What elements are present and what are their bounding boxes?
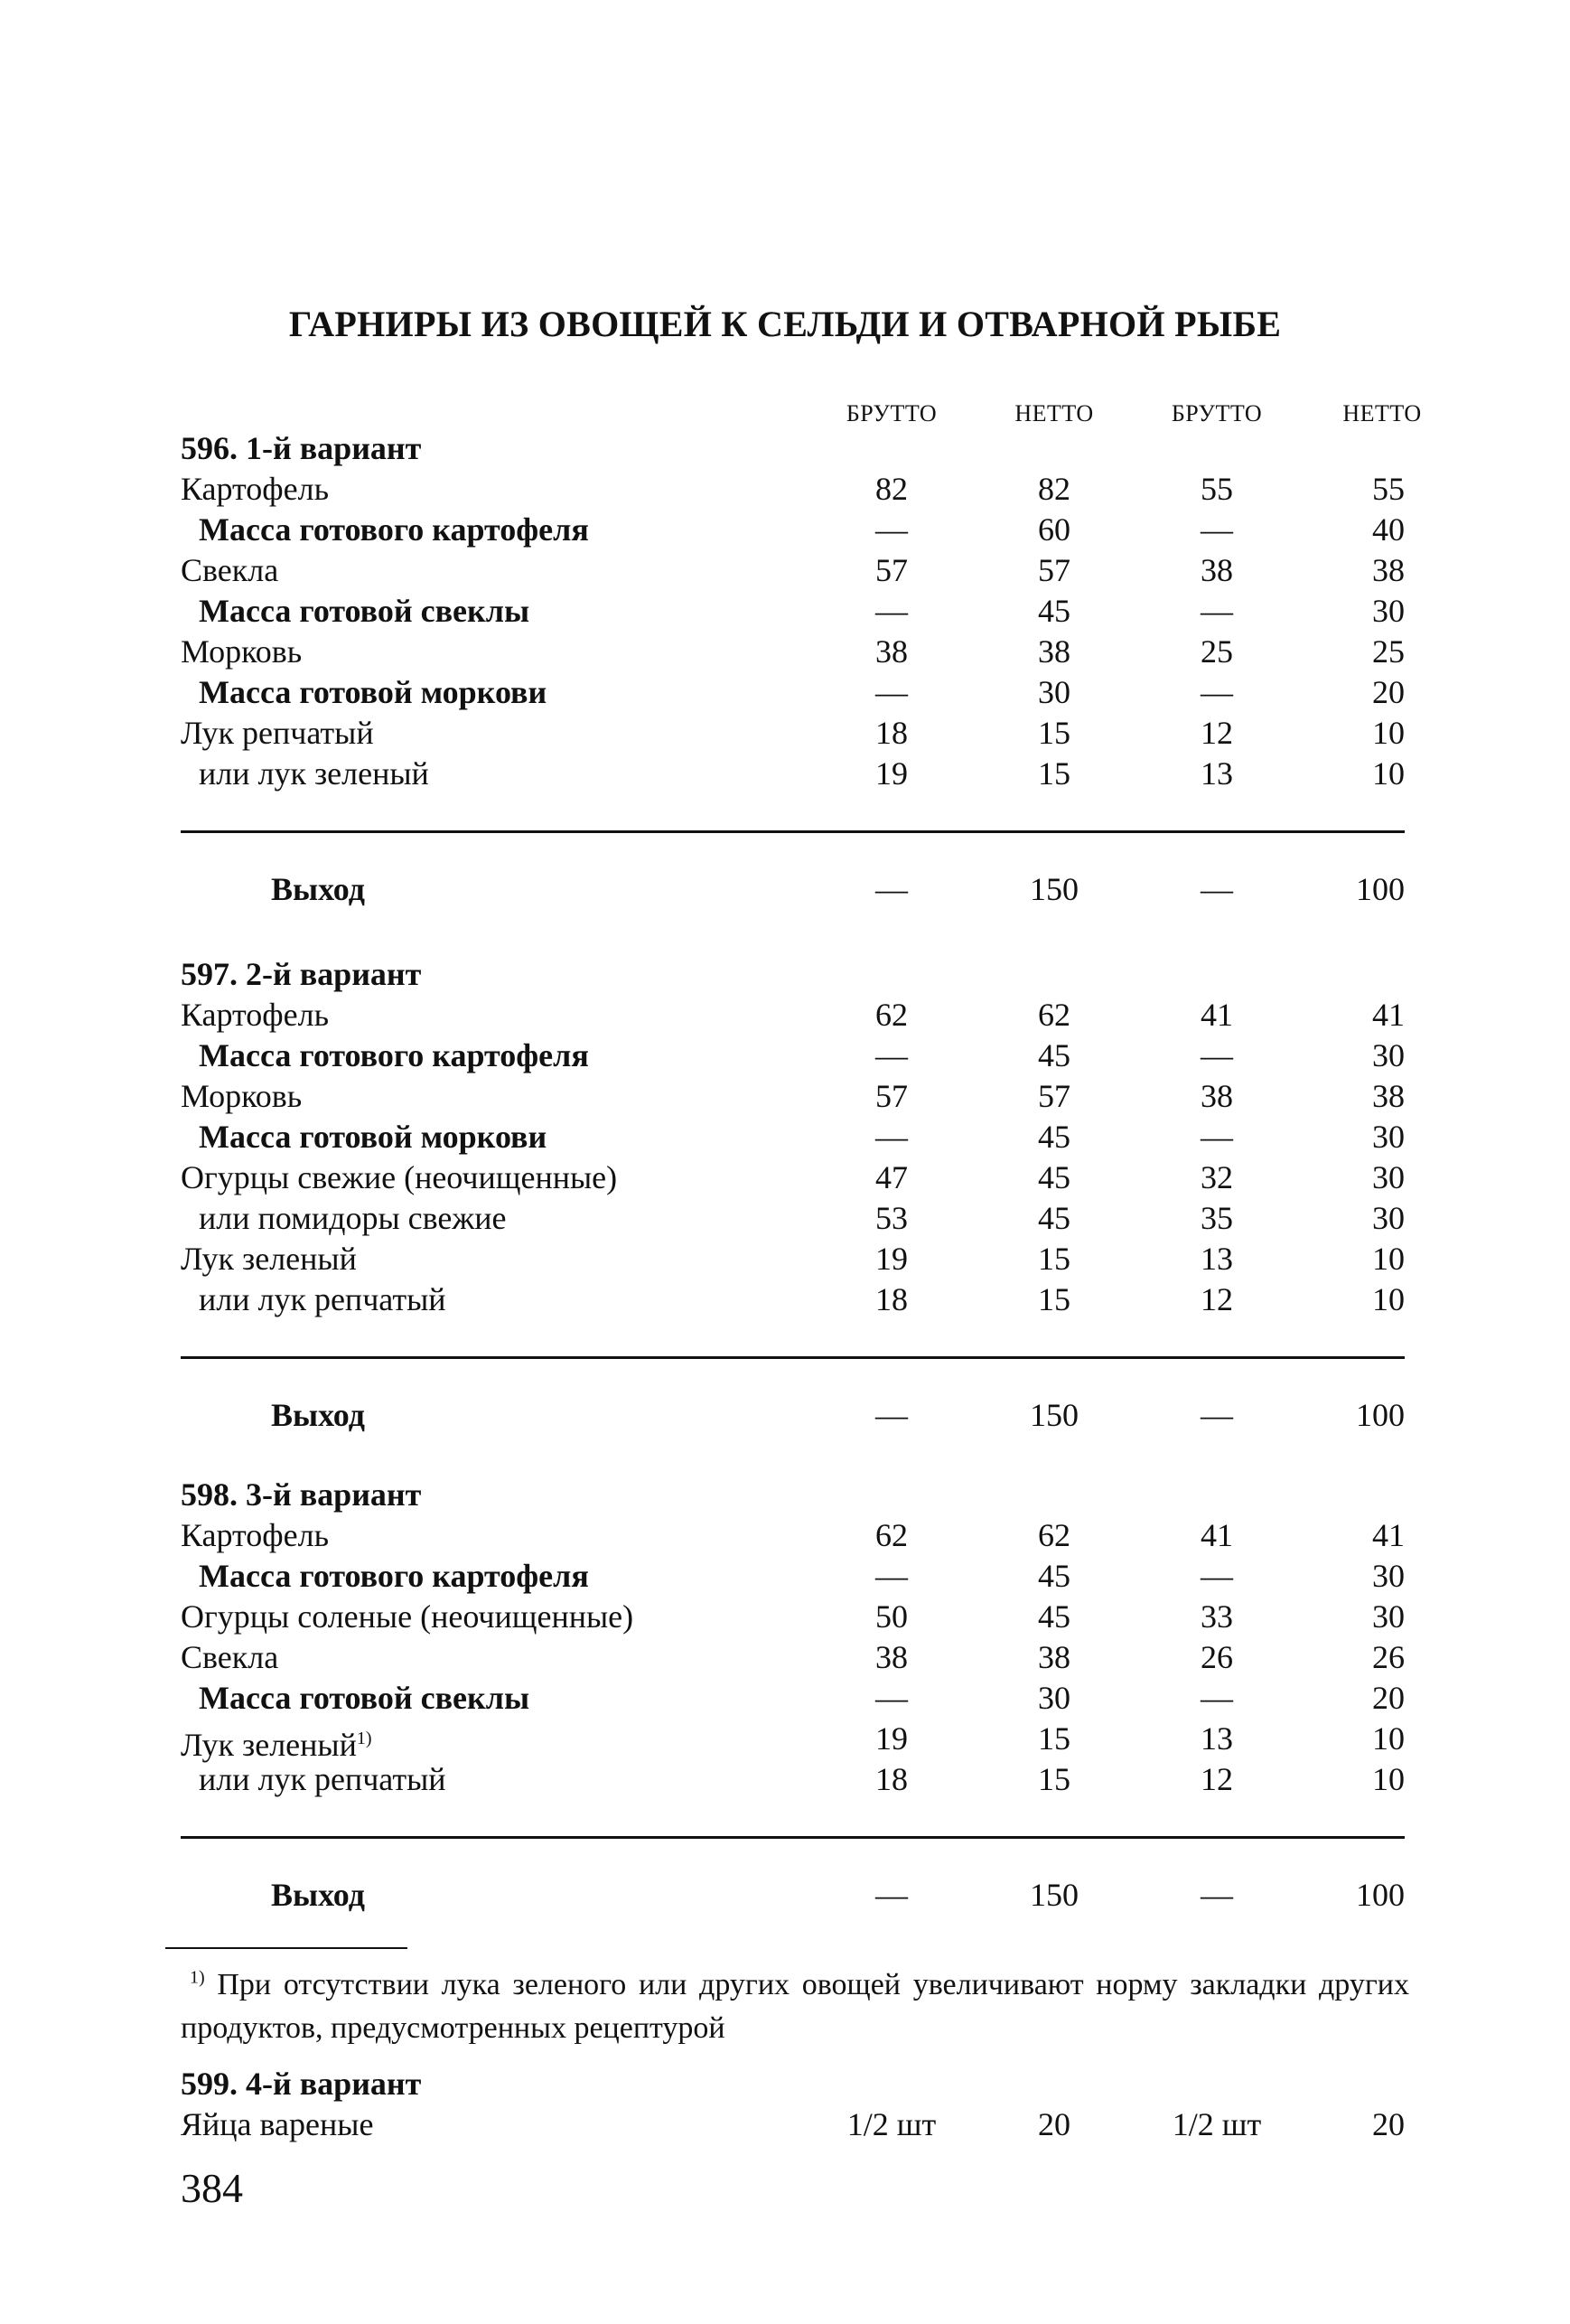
value-brutto-1: 50 — [875, 1598, 908, 1635]
value-netto-2: 10 — [1372, 1281, 1405, 1317]
value-netto-2: 30 — [1372, 593, 1405, 629]
value-netto-2: 30 — [1372, 1200, 1405, 1236]
value-brutto-2: 12 — [1201, 715, 1233, 751]
ingredient-row — [181, 1279, 1405, 1320]
value-brutto-1: 18 — [875, 715, 908, 751]
value-netto-1: 30 — [1038, 674, 1070, 710]
ingredient-name: Масса готовой свеклы — [199, 593, 530, 629]
value-netto-1: 15 — [1038, 1241, 1070, 1277]
ingredient-row — [181, 995, 1405, 1035]
value-brutto-2: — — [1201, 1037, 1233, 1073]
page-title: ГАРНИРЫ ИЗ ОВОЩЕЙ К СЕЛЬДИ И ОТВАРНОЙ РЫБЕ — [288, 304, 1282, 344]
value-brutto-1: — — [875, 674, 908, 710]
value-brutto-1: 57 — [875, 1078, 908, 1114]
value-brutto-1: 19 — [875, 1241, 908, 1277]
recipe-section-596 — [181, 427, 1405, 942]
value-brutto-2: — — [1201, 1119, 1233, 1155]
ingredient-name: Свекла — [181, 1639, 279, 1675]
value-brutto-2: 38 — [1201, 1078, 1233, 1114]
value-brutto-1: — — [875, 1680, 908, 1716]
value-brutto-2: — — [1201, 1397, 1233, 1433]
recipe-section-597 — [181, 953, 1405, 1467]
value-netto-2: 30 — [1372, 1598, 1405, 1635]
recipe-title: 598. 3-й вариант — [181, 1476, 422, 1513]
footnote-text: При отсутствии лука зеленого или других овощей увеличивают норму закладки других продуктов, предусмотренных рецептурой — [181, 1968, 1409, 2046]
ingredient-name: Морковь — [181, 633, 303, 670]
ingredient-name: Лук репчатый — [181, 715, 374, 751]
value-brutto-1: — — [875, 1119, 908, 1155]
ingredient-name: или помидоры свежие — [199, 1200, 507, 1236]
footnote — [181, 1956, 1409, 2050]
col-header-brutto-1: БРУТТО — [846, 400, 938, 426]
ingredient-name: Масса готового картофеля — [199, 1558, 589, 1594]
output-row — [181, 1875, 1405, 1947]
value-brutto-2: 32 — [1201, 1159, 1233, 1195]
value-netto-2: 30 — [1372, 1037, 1405, 1073]
ingredient-name: Огурцы свежие (неочищенные) — [181, 1159, 618, 1195]
value-netto-1: 62 — [1038, 997, 1070, 1033]
value-brutto-2: — — [1201, 871, 1233, 907]
ingredient-name: Огурцы соленые (неочищенные) — [181, 1598, 634, 1635]
ingredient-row — [181, 550, 1405, 591]
value-netto-1: 15 — [1038, 1761, 1070, 1797]
value-netto-2: 20 — [1372, 2106, 1405, 2142]
ingredient-row — [181, 1239, 1405, 1279]
value-brutto-1: 1/2 шт — [846, 2106, 937, 2142]
col-header-netto-2: НЕТТО — [1342, 400, 1422, 426]
ingredient-name: Картофель — [181, 1517, 329, 1553]
value-brutto-2: 1/2 шт — [1172, 2106, 1262, 2142]
value-netto-2: 30 — [1372, 1159, 1405, 1195]
value-netto-1: 15 — [1038, 1720, 1070, 1757]
ingredient-row — [181, 713, 1405, 754]
value-netto-2: 30 — [1372, 1119, 1405, 1155]
ingredient-name: Масса готовой моркови — [199, 674, 547, 710]
ingredient-row — [181, 1678, 1405, 1719]
ingredient-name: Лук зеленый — [181, 1241, 357, 1277]
value-brutto-2: 13 — [1201, 755, 1233, 792]
value-netto-2: 38 — [1372, 552, 1405, 588]
value-netto-1: 150 — [1030, 1397, 1079, 1433]
col-header-brutto-2: БРУТТО — [1171, 400, 1263, 426]
value-netto-2: 10 — [1372, 1720, 1405, 1757]
value-netto-1: 45 — [1038, 593, 1070, 629]
value-brutto-2: 41 — [1201, 1517, 1233, 1553]
output-label: Выход — [271, 1397, 365, 1433]
value-netto-1: 57 — [1038, 1078, 1070, 1114]
recipe-section-599 — [181, 2063, 1405, 2145]
recipe-section-598 — [181, 1474, 1405, 1947]
footnote-divider — [165, 1947, 407, 1949]
value-brutto-1: 18 — [875, 1281, 908, 1317]
ingredient-name: Масса готового картофеля — [199, 1037, 589, 1073]
ingredient-row — [181, 1198, 1405, 1239]
value-netto-1: 45 — [1038, 1558, 1070, 1594]
value-netto-2: 30 — [1372, 1558, 1405, 1594]
ingredient-name: Масса готовой свеклы — [199, 1680, 530, 1716]
value-netto-2: 100 — [1356, 871, 1405, 907]
ingredient-row — [181, 1759, 1405, 1800]
value-netto-2: 100 — [1356, 1397, 1405, 1433]
recipe-title: 599. 4-й вариант — [181, 2066, 422, 2102]
ingredient-row — [181, 1597, 1405, 1637]
ingredient-row — [181, 754, 1405, 794]
ingredient-row — [181, 469, 1405, 510]
ingredient-row — [181, 1035, 1405, 1076]
ingredient-row — [181, 1157, 1405, 1198]
value-netto-2: 10 — [1372, 755, 1405, 792]
page-number: 384 — [181, 2165, 243, 2211]
value-brutto-1: — — [875, 1397, 908, 1433]
value-brutto-1: 19 — [875, 755, 908, 792]
value-brutto-2: — — [1201, 511, 1233, 548]
value-netto-1: 38 — [1038, 1639, 1070, 1675]
value-netto-2: 10 — [1372, 715, 1405, 751]
value-netto-2: 25 — [1372, 633, 1405, 670]
value-brutto-2: 38 — [1201, 552, 1233, 588]
value-brutto-2: 12 — [1201, 1761, 1233, 1797]
value-netto-2: 20 — [1372, 674, 1405, 710]
value-netto-2: 10 — [1372, 1761, 1405, 1797]
output-row — [181, 869, 1405, 942]
value-netto-2: 26 — [1372, 1639, 1405, 1675]
value-brutto-2: 33 — [1201, 1598, 1233, 1635]
value-brutto-1: 19 — [875, 1720, 908, 1757]
value-netto-1: 38 — [1038, 633, 1070, 670]
value-netto-2: 41 — [1372, 997, 1405, 1033]
value-brutto-2: 12 — [1201, 1281, 1233, 1317]
value-brutto-1: 47 — [875, 1159, 908, 1195]
value-netto-2: 38 — [1372, 1078, 1405, 1114]
ingredient-name: или лук репчатый — [199, 1761, 446, 1797]
footnote-mark: 1) — [190, 1968, 205, 1988]
ingredient-name: Картофель — [181, 471, 329, 507]
ingredient-name: Масса готовой моркови — [199, 1119, 547, 1155]
value-brutto-2: — — [1201, 1558, 1233, 1594]
value-brutto-2: — — [1201, 1877, 1233, 1913]
value-netto-1: 20 — [1038, 2106, 1070, 2142]
value-netto-2: 41 — [1372, 1517, 1405, 1553]
value-brutto-2: — — [1201, 1680, 1233, 1716]
value-netto-1: 45 — [1038, 1598, 1070, 1635]
value-brutto-2: 55 — [1201, 471, 1233, 507]
value-netto-1: 60 — [1038, 511, 1070, 548]
value-brutto-2: 13 — [1201, 1241, 1233, 1277]
ingredient-row — [181, 1515, 1405, 1556]
value-netto-2: 20 — [1372, 1680, 1405, 1716]
value-netto-1: 45 — [1038, 1159, 1070, 1195]
output-row — [181, 1395, 1405, 1467]
value-brutto-1: 38 — [875, 1639, 908, 1675]
ingredient-name: Картофель — [181, 997, 329, 1033]
ingredient-row — [181, 1076, 1405, 1117]
ingredient-row — [181, 632, 1405, 672]
value-netto-1: 45 — [1038, 1119, 1070, 1155]
value-netto-1: 15 — [1038, 715, 1070, 751]
ingredient-label: Лук зеленый — [181, 1727, 357, 1763]
value-brutto-1: — — [875, 871, 908, 907]
value-netto-1: 150 — [1030, 1877, 1079, 1913]
value-brutto-2: 35 — [1201, 1200, 1233, 1236]
value-brutto-1: 18 — [875, 1761, 908, 1797]
output-label: Выход — [271, 1877, 365, 1913]
value-netto-1: 15 — [1038, 1281, 1070, 1317]
value-brutto-1: 38 — [875, 633, 908, 670]
value-brutto-1: — — [875, 511, 908, 548]
value-brutto-1: — — [875, 1037, 908, 1073]
value-brutto-1: — — [875, 593, 908, 629]
value-brutto-2: 25 — [1201, 633, 1233, 670]
value-netto-1: 62 — [1038, 1517, 1070, 1553]
ingredient-name: Морковь — [181, 1078, 303, 1114]
value-brutto-2: 13 — [1201, 1720, 1233, 1757]
value-netto-1: 45 — [1038, 1037, 1070, 1073]
value-brutto-2: 26 — [1201, 1639, 1233, 1675]
value-netto-1: 82 — [1038, 471, 1070, 507]
col-header-netto-1: НЕТТО — [1014, 400, 1094, 426]
ingredient-row — [181, 2104, 1405, 2145]
value-brutto-1: 62 — [875, 997, 908, 1033]
value-netto-2: 55 — [1372, 471, 1405, 507]
value-netto-1: 30 — [1038, 1680, 1070, 1716]
ingredient-name: или лук зеленый — [199, 755, 429, 792]
value-brutto-1: 57 — [875, 552, 908, 588]
ingredient-row — [181, 1556, 1405, 1597]
value-netto-1: 15 — [1038, 755, 1070, 792]
value-brutto-2: — — [1201, 593, 1233, 629]
ingredient-name: Яйца вареные — [181, 2106, 374, 2142]
recipe-title: 597. 2-й вариант — [181, 956, 422, 992]
ingredient-row — [181, 1637, 1405, 1678]
value-netto-2: 10 — [1372, 1241, 1405, 1277]
footnote-marker: 1) — [356, 1729, 372, 1748]
value-netto-2: 100 — [1356, 1877, 1405, 1913]
ingredient-row — [181, 591, 1405, 632]
ingredient-name: Свекла — [181, 552, 279, 588]
recipe-title: 596. 1-й вариант — [181, 430, 422, 466]
value-brutto-1: 53 — [875, 1200, 908, 1236]
value-brutto-1: — — [875, 1558, 908, 1594]
ingredient-row — [181, 510, 1405, 550]
ingredient-row — [181, 1117, 1405, 1157]
value-netto-1: 57 — [1038, 552, 1070, 588]
value-netto-1: 45 — [1038, 1200, 1070, 1236]
ingredient-row — [181, 672, 1405, 713]
output-label: Выход — [271, 871, 365, 907]
value-brutto-1: 62 — [875, 1517, 908, 1553]
ingredient-name: или лук репчатый — [199, 1281, 446, 1317]
value-brutto-1: 82 — [875, 471, 908, 507]
value-brutto-1: — — [875, 1877, 908, 1913]
value-netto-1: 150 — [1030, 871, 1079, 907]
value-netto-2: 40 — [1372, 511, 1405, 548]
value-brutto-2: 41 — [1201, 997, 1233, 1033]
ingredient-row — [181, 1719, 1405, 1763]
value-brutto-2: — — [1201, 674, 1233, 710]
ingredient-name: Масса готового картофеля — [199, 511, 589, 548]
